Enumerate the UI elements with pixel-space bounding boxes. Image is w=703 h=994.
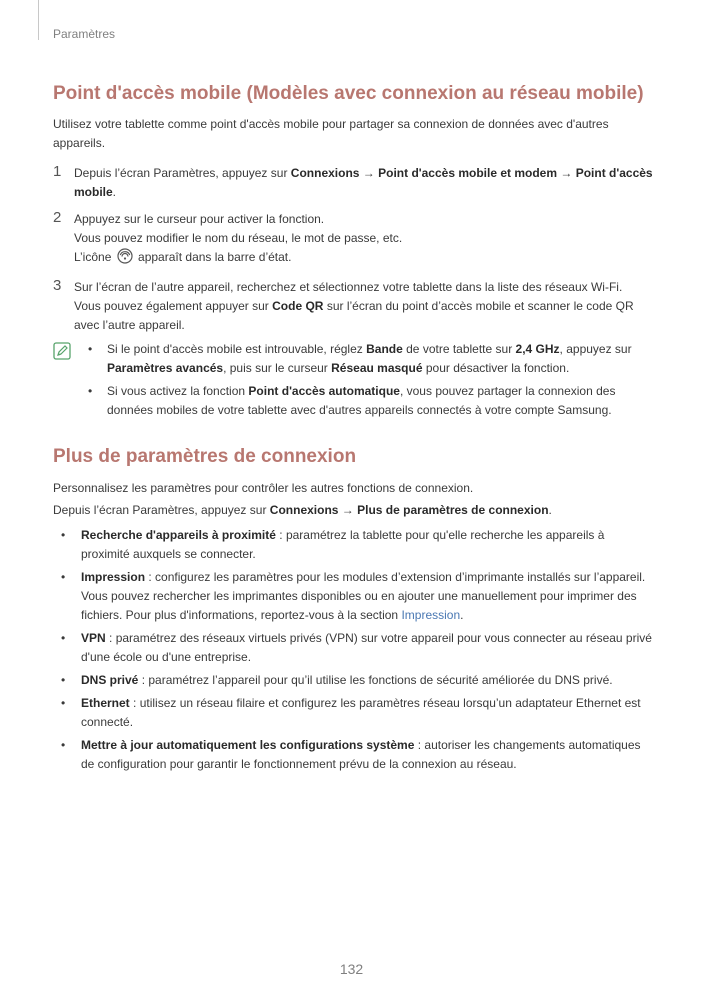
note-item: • Si le point d'accès mobile est introuvable, réglez Bande de votre tablette sur 2,4 GHz, appuyez sur Paramètres avancés, puis sur le curseur Réseau masqué pour désactiver la fonction. [88, 340, 653, 378]
connection-settings-list [53, 526, 653, 778]
list-item: • Mettre à jour automatiquement les configurations système : autoriser les changements automatiques de configuration pour garantir le fonctionnement prévu de la connexion au réseau. [53, 736, 653, 774]
list-item: • VPN : paramétrez des réseaux virtuels privés (VPN) sur votre appareil pour vous connecter au réseau privé d'une école ou d'une entreprise. [53, 629, 653, 667]
section-title-more-connection-settings: Plus de paramètres de connexion [53, 446, 357, 467]
list-item: • Ethernet : utilisez un réseau filaire et configurez les paramètres réseau lorsqu’un adaptateur Ethernet est connecté. [53, 694, 653, 732]
section2-intro-1: Personnalisez les paramètres pour contrôler les autres fonctions de connexion. [53, 481, 474, 495]
running-header: Paramètres [53, 27, 116, 41]
list-item: • Impression : configurez les paramètres pour les modules d’extension d’imprimante installés sur l’appareil. Vous pouvez rechercher les imprimantes disponibles ou en ajouter une manuellement pour imprimer des fichiers. Pour plus d'informations, reportez-vous à la section Impression. [53, 568, 653, 625]
list-item: • Recherche d'appareils à proximité : paramétrez la tablette pour qu'elle recherche les appareils à proximité auxquels se connecter. [53, 526, 653, 564]
note-item: • Si vous activez la fonction Point d'accès automatique, vous pouvez partager la connexion des données mobiles de votre tablette avec d'autres appareils connectés à votre compte Samsung. [88, 382, 653, 420]
menu-path-hotspot-modem: Point d'accès mobile et modem [378, 166, 558, 180]
step-3: 3 Sur l’écran de l’autre appareil, recherchez et sélectionnez votre tablette dans la liste des réseaux Wi-Fi. Vous pouvez également appuyer sur Code QR sur l’écran du point d’accès mobile et scanner le code QR avec l’autre appareil. [53, 277, 634, 332]
menu-path-hotspot: Point d'accès mobile [74, 166, 653, 199]
page-number: 132 [339, 961, 364, 977]
step-number: 2 [53, 209, 62, 226]
list-item: • DNS privé : paramétrez l’appareil pour qu’il utilise les fonctions de sécurité améliorée du DNS privé. [53, 671, 653, 690]
section-intro: Utilisez votre tablette comme point d'accès mobile pour partager sa connexion de données avec d'autres appareils. [53, 117, 609, 150]
item-printing: Impression [81, 570, 146, 584]
printing-link[interactable]: Impression [401, 608, 461, 622]
header-rule [38, 0, 39, 40]
item-vpn: VPN [81, 631, 106, 645]
item-auto-update-configs: Mettre à jour automatiquement les configurations système [81, 738, 415, 752]
step-number: 3 [53, 277, 62, 294]
hotspot-status-icon [117, 248, 133, 270]
note-box [53, 340, 653, 424]
step-2: 2 Appuyez sur le curseur pour activer la fonction. Vous pouvez modifier le nom du réseau, le mot de passe, etc. L’icône apparaît dans la barre d’état. [53, 210, 653, 270]
item-ethernet: Ethernet [81, 696, 130, 710]
item-nearby-device-scanning: Recherche d'appareils à proximité [81, 528, 276, 542]
step-number: 1 [53, 163, 62, 180]
item-private-dns: DNS privé [81, 673, 139, 687]
qr-code-label: Code QR [272, 299, 324, 313]
section-title-mobile-hotspot: Point d'accès mobile (Modèles avec connexion au réseau mobile) [53, 83, 644, 104]
step-1: 1 Depuis l’écran Paramètres, appuyez sur Connexions → Point d'accès mobile et modem → Point d'accès mobile. [53, 163, 653, 199]
note-pencil-icon [53, 342, 71, 360]
section2-intro-2: Depuis l’écran Paramètres, appuyez sur Connexions → Plus de paramètres de connexion. [53, 503, 552, 517]
menu-path-connexions: Connexions [290, 166, 360, 180]
